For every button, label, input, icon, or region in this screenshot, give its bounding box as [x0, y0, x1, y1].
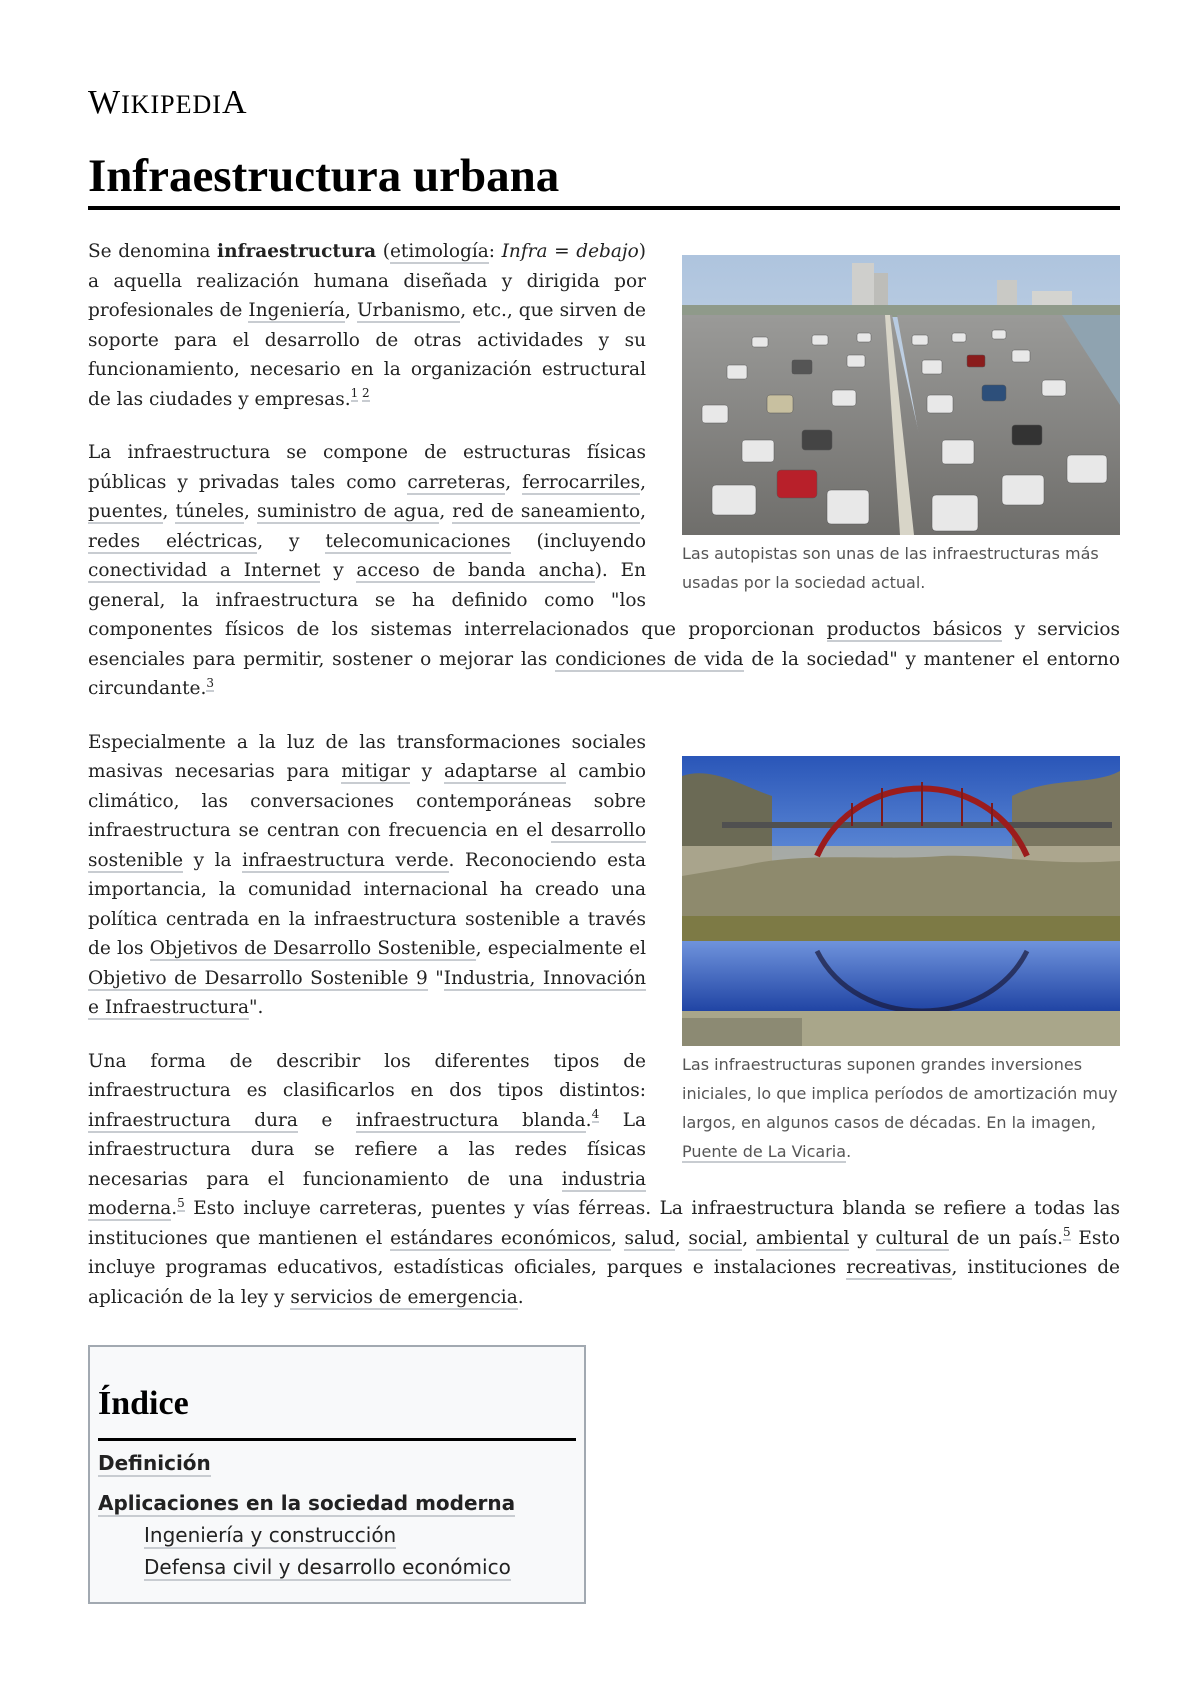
paragraph-intro: Se denomina infraestructura (etimología: Infra = debajo) a aquella realización humana diseñada y dirigida por profesionales de Ingeniería, Urbanismo, etc., que sirven de soporte para el desarrollo de otras actividades y su funcionamiento, necesario en la organización estructural de las ciudades y empresas.$^{1 2}$: [88, 241, 646, 410]
reference-3[interactable]: 3: [206, 675, 215, 690]
link-infraestructura-verde[interactable]: infraestructura verde: [242, 849, 449, 871]
link-telecomunicaciones[interactable]: telecomunicaciones: [325, 530, 511, 552]
link-mitigar[interactable]: mitigar: [341, 761, 410, 782]
link-carreteras[interactable]: carreteras: [407, 471, 506, 493]
paragraph-sustainability: Especialmente a la luz de las transformaciones sociales masivas necesarias para mitigar y adaptarse al cambio climático, las conversaciones contemporáneas sobre infraestructura se centran con frecuencia en el desarrollo sostenible y la infraestructura verde. Reconociendo esta importancia, la comunidad internacional ha creado una política centrada en la infraestructura sostenible a través de los Objetivos de Desarrollo Sostenible, especialmente el Objetivo de Desarrollo Sostenible 9 "Industria, Innovación e Infraestructura".: [88, 731, 647, 1018]
highway-image[interactable]: [682, 255, 1120, 535]
figure-caption: Las autopistas son unas de las infraestructuras más usadas por la sociedad actual.: [682, 544, 1099, 592]
link-infraestructura-blanda[interactable]: infraestructura blanda: [355, 1109, 586, 1131]
figure-caption: Las infraestructuras suponen grandes inversiones iniciales, lo que implica períodos de amortización muy largos, en algunos casos de décadas. En la imagen, Puente de La Vicaria.: [682, 1054, 1118, 1161]
paragraph-types: Una forma de describir los diferentes tipos de infraestructura es clasificarlos en dos tipos distintos: infraestructura dura e infraestructura blanda.$^4$ La infraestructura dura se refiere a las redes físicas necesarias para el funcionamiento de una industria moderna.$^5$ Esto incluye carreteras, puentes y vías férreas. La infraestructura blanda se refiere a todas las instituciones que mantienen el estándares económicos, salud, social, ambiental y cultural de un país.$^5$ Esto incluye programas educativos, estadísticas oficiales, parques e instalaciones recreativas, instituciones de aplicación de la ley y servicios de emergencia.: [88, 1050, 1120, 1308]
link-banda-ancha[interactable]: acceso de banda ancha: [356, 560, 595, 581]
figure-highway: [682, 255, 1120, 597]
link-ambiental[interactable]: ambiental: [755, 1227, 850, 1249]
link-servicios-emergencia[interactable]: servicios de emergencia: [290, 1286, 518, 1308]
link-productos-basicos[interactable]: productos básicos: [826, 619, 1003, 640]
reference-4[interactable]: 4: [591, 1107, 600, 1122]
link-puente-la-vicaria[interactable]: Puente de La Vicaria: [682, 1141, 847, 1161]
link-ods-9[interactable]: Objetivo de Desarrollo Sostenible 9: [88, 967, 428, 989]
link-conectividad[interactable]: conectividad a Internet: [88, 560, 321, 581]
toc-item-definicion[interactable]: Definición: [98, 1451, 211, 1475]
link-tuneles[interactable]: túneles: [175, 501, 245, 522]
article-body: [88, 237, 1120, 1336]
toc-heading: Índice: [98, 1385, 189, 1422]
link-suministro-agua[interactable]: suministro de agua: [256, 501, 440, 522]
link-infraestructura-dura[interactable]: infraestructura dura: [88, 1109, 298, 1131]
link-social[interactable]: social: [688, 1227, 743, 1249]
figure-bridge: [682, 756, 1120, 1166]
link-condiciones-vida[interactable]: condiciones de vida: [555, 648, 744, 670]
link-red-saneamiento[interactable]: red de saneamiento: [452, 501, 641, 522]
link-industria-innovacion[interactable]: Industria, Innovación e Infraestructura: [88, 967, 647, 1018]
toc-item-aplicaciones[interactable]: Aplicaciones en la sociedad moderna: [98, 1491, 516, 1515]
link-estandares-economicos[interactable]: estándares económicos: [390, 1227, 611, 1249]
link-adaptarse[interactable]: adaptarse al: [444, 761, 567, 782]
link-urbanismo[interactable]: Urbanismo: [356, 300, 461, 321]
link-etimologia[interactable]: etimología: [389, 241, 489, 262]
reference-2[interactable]: 2: [362, 386, 370, 401]
link-ods[interactable]: Objetivos de Desarrollo Sostenible: [149, 938, 476, 959]
reference-5[interactable]: 5: [177, 1195, 185, 1210]
link-ferrocarriles[interactable]: ferrocarriles: [522, 471, 641, 493]
reference-1[interactable]: 1: [350, 386, 359, 401]
link-cultural[interactable]: cultural: [875, 1227, 949, 1249]
link-salud[interactable]: salud: [624, 1227, 675, 1249]
link-ingenieria[interactable]: Ingeniería: [248, 300, 345, 321]
wikipedia-logo[interactable]: WIKIPEDIA: [88, 84, 248, 121]
link-puentes[interactable]: puentes: [88, 501, 163, 522]
paragraph-components: La infraestructura se compone de estructuras físicas públicas y privadas tales como carreteras, ferrocarriles, puentes, túneles, suministro de agua, red de saneamiento, redes eléctricas, y telecomunicaciones (incluyendo conectividad a Internet y acceso de banda ancha). En general, la infraestructura se ha definido como "los componentes físicos de los sistemas interrelacionados que proporcionan productos básicos y servicios esenciales para permitir, sostener o mejorar las condiciones de vida de la sociedad" y mantener el entorno circundante.$^3$: [88, 442, 1120, 699]
bridge-image[interactable]: [682, 756, 1120, 1046]
page-title: Infraestructura urbana: [88, 150, 560, 202]
table-of-contents: [88, 1345, 586, 1604]
title-divider: [88, 206, 1120, 210]
toc-divider: [98, 1438, 576, 1441]
link-redes-electricas[interactable]: redes eléctricas: [88, 530, 258, 552]
toc-item-ingenieria[interactable]: Ingeniería y construcción: [144, 1523, 397, 1547]
link-recreativas[interactable]: recreativas: [846, 1257, 952, 1278]
reference-5b[interactable]: 5: [1063, 1225, 1071, 1240]
link-desarrollo-sostenible[interactable]: desarrollo sostenible: [88, 820, 646, 871]
toc-item-defensa-civil[interactable]: Defensa civil y desarrollo económico: [144, 1555, 511, 1579]
link-industria-moderna[interactable]: industria moderna: [88, 1168, 646, 1219]
